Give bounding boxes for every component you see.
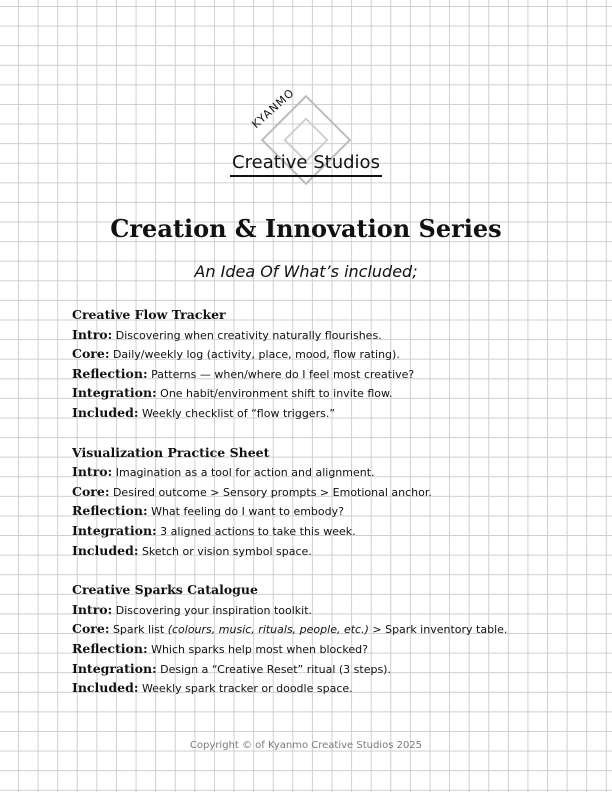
integration-label: Integration:	[72, 385, 157, 401]
intro-text: Imagination as a tool for action and alignment.	[115, 466, 375, 480]
core-line	[72, 344, 552, 364]
intro-line	[72, 462, 552, 482]
intro-label: Intro:	[72, 326, 113, 342]
integration-label: Integration:	[72, 660, 157, 676]
intro-label: Intro:	[72, 464, 113, 480]
page-title: Creation & Innovation Series	[110, 214, 502, 243]
reflection-line	[72, 501, 552, 521]
intro-label: Intro:	[72, 601, 113, 617]
included-label: Included:	[72, 404, 139, 420]
integration-line	[72, 659, 552, 679]
section-title: Creative Sparks Catalogue	[72, 582, 258, 598]
core-text: Desired outcome > Sensory prompts > Emotional anchor.	[112, 485, 432, 499]
included-line	[72, 678, 552, 698]
reflection-text: Which sparks help most when blocked?	[151, 642, 368, 656]
core-text-b: > Spark inventory table.	[368, 623, 508, 637]
reflection-label: Reflection:	[72, 503, 148, 519]
integration-label: Integration:	[72, 522, 157, 538]
intro-text: Discovering when creativity naturally flourishes.	[115, 328, 382, 342]
reflection-label: Reflection:	[72, 365, 148, 381]
page-subtitle: An Idea Of What’s included;	[194, 262, 418, 281]
core-label: Core:	[72, 346, 110, 362]
logo-small-text: KYANMO	[249, 86, 298, 131]
core-label: Core:	[72, 621, 110, 637]
core-text: Daily/weekly log (activity, place, mood, flow rating).	[112, 348, 400, 362]
core-line	[72, 482, 552, 502]
core-line	[72, 619, 552, 639]
section-creative-sparks-catalogue	[72, 580, 552, 698]
integration-text: 3 aligned actions to take this week.	[160, 524, 356, 538]
copyright-footer: Copyright © of Kyanmo Creative Studios 2025	[189, 740, 423, 751]
section-title: Visualization Practice Sheet	[72, 444, 270, 460]
intro-line	[72, 600, 552, 620]
integration-text: One habit/environment shift to invite flow.	[160, 387, 393, 401]
integration-line	[72, 521, 552, 541]
included-label: Included:	[72, 542, 139, 558]
included-label: Included:	[72, 680, 139, 696]
included-text: Weekly spark tracker or doodle space.	[141, 682, 353, 696]
logo-main-label: Creative Studios	[230, 152, 382, 177]
included-line	[72, 541, 552, 561]
core-text-italic: (colours, music, rituals, people, etc.)	[167, 623, 369, 637]
section-creative-flow-tracker	[72, 305, 552, 423]
reflection-line	[72, 639, 552, 659]
section-visualization-practice-sheet	[72, 443, 552, 561]
series-content	[72, 305, 552, 718]
core-text-a: Spark list	[112, 623, 168, 637]
included-line	[72, 403, 552, 423]
section-title: Creative Flow Tracker	[72, 307, 226, 322]
reflection-text: What feeling do I want to embody?	[151, 505, 344, 519]
intro-text: Discovering your inspiration toolkit.	[115, 603, 313, 617]
integration-text: Design a “Creative Reset” ritual (3 steps).	[160, 662, 391, 676]
integration-line	[72, 383, 552, 403]
included-text: Sketch or vision symbol space.	[141, 544, 312, 558]
logo-main-text	[0, 152, 612, 173]
reflection-label: Reflection:	[72, 640, 148, 656]
core-label: Core:	[72, 483, 110, 499]
reflection-text: Patterns — when/where do I feel most creative?	[151, 367, 415, 381]
brand-logo	[0, 86, 612, 190]
reflection-line	[72, 364, 552, 384]
included-text: Weekly checklist of “flow triggers.”	[141, 406, 336, 420]
intro-line	[72, 325, 552, 345]
